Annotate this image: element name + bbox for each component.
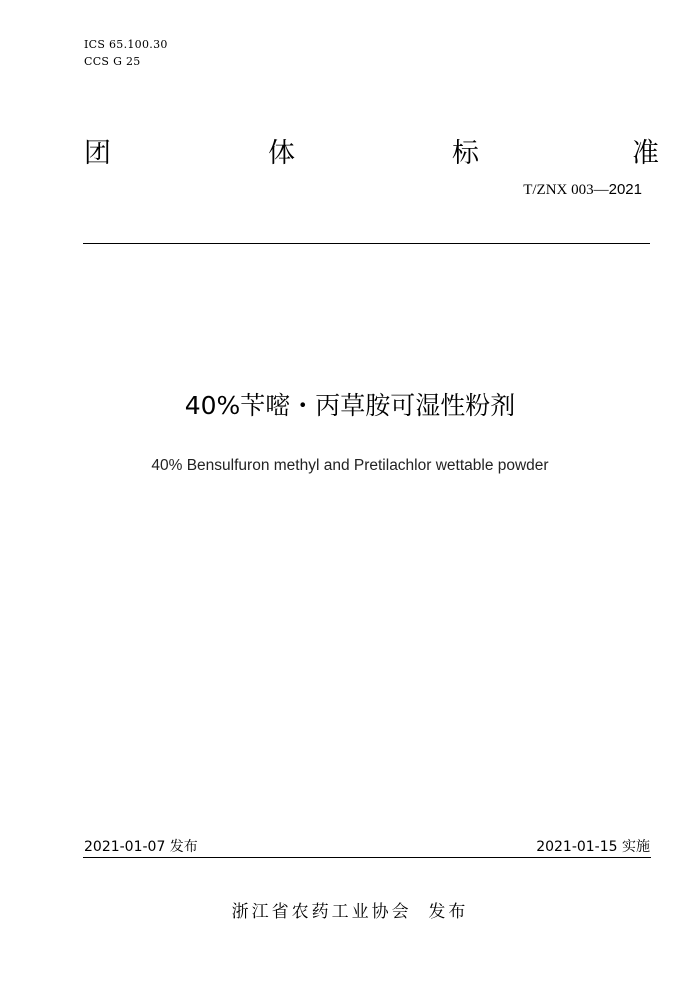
standard-number [523, 181, 642, 199]
issuing-organization: 浙江省农药工业协会 发布 [231, 902, 469, 922]
top-divider [83, 243, 650, 244]
standard-number-year: 2021 [608, 181, 642, 198]
publish-date: 2021-01-07 发布 [84, 839, 198, 855]
classification-codes [84, 36, 168, 70]
implementation-date: 2021-01-15 实施 [536, 839, 650, 855]
standard-type-char-3: 标 [452, 138, 479, 169]
bottom-divider [83, 857, 651, 858]
standard-type-title [84, 136, 660, 172]
standard-type-char-1: 团 [84, 138, 111, 169]
ics-code: ICS 65.100.30 [84, 38, 168, 51]
document-title-english: 40% Bensulfuron methyl and Pretilachlor wettable powder [151, 457, 549, 474]
standard-number-prefix: T/ZNX 003— [523, 182, 609, 198]
standard-type-char-4: 准 [632, 138, 659, 169]
document-title-chinese: 40%苄嘧・丙草胺可湿性粉剂 [184, 391, 516, 420]
standard-type-char-2: 体 [268, 138, 295, 169]
ccs-code: CCS G 25 [84, 55, 141, 68]
